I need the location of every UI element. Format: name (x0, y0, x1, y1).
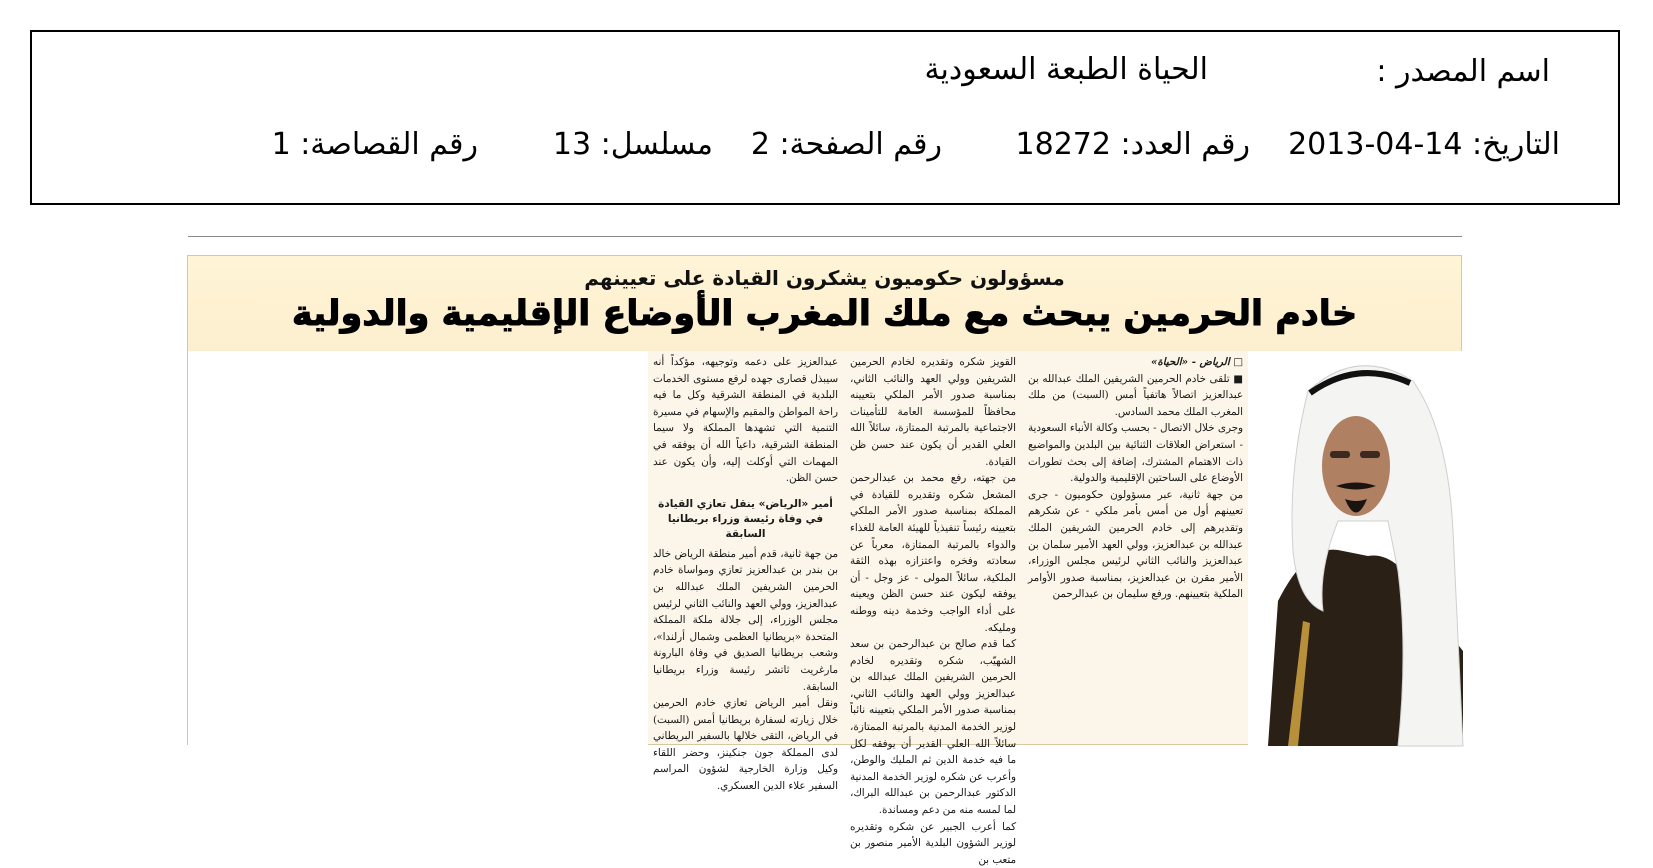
paragraph: ونقل أمير الرياض تعازي خادم الحرمين خلال زيارته لسفارة بريطانيا أمس (السبت) في الرياض، التقى خلالها بالسفير البريطاني لدى المملكة جون جنكينز، وحضر اللقاء وكيل وزارة الخارجية لشؤون المراسم السفير علاء الدين العسكري. (653, 697, 838, 793)
issue-number-field: رقم العدد: 18272 (1015, 127, 1250, 162)
date-field: التاريخ: 14-04-2013 (1288, 127, 1560, 162)
source-value: الحياة الطبعة السعودية (924, 52, 1208, 87)
paragraph: وجرى خلال الاتصال - بحسب وكالة الأنباء السعودية - استعراض العلاقات الثنائية بين البلدين والمواضيع ذات الاهتمام المشترك، إضافة إلى بحث تطورات الأوضاع على الساحتين الإقليمية والدولية. (1028, 422, 1243, 485)
blank-area (188, 351, 648, 746)
article-subheading: أمير «الرياض» ينقل تعازي القيادة في وفاة رئيسة وزراء بريطانيا السابقة (658, 497, 833, 540)
paragraph: من جهته، رفع محمد بن عبدالرحمن المشعل شكره وتقديره للقيادة في المملكة بمناسبة صدور الأمر الملكي بتعيينه رئيساً تنفيذياً للهيئة العامة للغذاء والدواء بالمرتبة الممتازة، معرباً عن سعادته وفخره واعتزازه بهذه الثقة الملكية، سائلاً المولى - عز وجل - أن يوفقه ليكون عند حسن الظن ويعينه على أداء الواجب وخدمة دينه ووطنه ومليكه. (850, 472, 1016, 634)
article-kicker: مسؤولون حكوميون يشكرون القيادة على تعيينهم (584, 266, 1065, 290)
paragraph: من جهة ثانية، عبر مسؤولون حكوميون - جرى تعيينهم أول من أمس بأمر ملكي - عن شكرهم وتقديرهم إلى خادم الحرمين الشريفين الملك عبدالله بن عبدالعزيز، وولي العهد الأمير سلمان بن عبدالعزيز والنائب الثاني لرئيس مجلس الوزراء، الأمير مقرن بن عبدالعزيز، بمناسبة صدور الأوامر الملكية بتعيينهم. ورفع سليمان بن عبدالرحمن (1028, 488, 1243, 601)
article-byline: □ الرياض - «الحياة» (1150, 356, 1243, 368)
paragraph: ■ تلقى خادم الحرمين الشريفين الملك عبدالله بن عبدالعزيز اتصالاً هاتفياً أمس (السبت) من ملك المغرب الملك محمد السادس. (1028, 372, 1243, 418)
headline-band (188, 256, 1461, 351)
paragraph: من جهة ثانية، قدم أمير منطقة الرياض خالد بن بندر بن عبدالعزيز تعازي ومواساة خادم الحرمين الشريفين الملك عبدالله بن عبدالعزيز، وولي العهد والنائب الثاني لرئيس مجلس الوزراء، إلى جلالة ملكة المملكة المتحدة «بريطانيا العظمى وشمال أرلندا»، وشعب بريطانيا الصديق في وفاة البارونة مارغريت ثاتشر رئيسة وزراء بريطانيا السابقة. (653, 547, 838, 693)
portrait-photo (1248, 351, 1463, 746)
paragraph: كما أعرب الجبير عن شكره وتقديره لوزير الشؤون البلدية الأمير منصور بن متعب بن (850, 820, 1016, 866)
article-column-3 (653, 354, 838, 795)
serial-field: مسلسل: 13 (552, 127, 713, 162)
article-column-2 (850, 354, 1016, 868)
clip-number-field: رقم القصاصة: 1 (271, 127, 478, 162)
page-number-field: رقم الصفحة: 2 (750, 127, 942, 162)
paragraph: القويز شكره وتقديره لخادم الحرمين الشريفين وولي العهد والنائب الثاني، بمناسبة صدور الأمر الملكي بتعيينه محافظاً للمؤسسة العامة للتأمينات الاجتماعية بالمرتبة الممتازة، سائلاً الله العلي القدير أن يكون عند حسن ظن القيادة. (850, 356, 1016, 468)
article-headline: خادم الحرمين يبحث مع ملك المغرب الأوضاع الإقليمية والدولية (291, 294, 1358, 334)
source-label: اسم المصدر : (1376, 54, 1550, 89)
clipping-metadata-box (30, 30, 1620, 205)
portrait-illustration (1248, 351, 1463, 746)
paragraph: كما قدم صالح بن عبدالرحمن بن سعد الشهيّب، شكره وتقديره لخادم الحرمين الشريفين الملك عبدالله بن عبدالعزيز وولي العهد والنائب الثاني، بمناسبة صدور الأمر الملكي بتعيينه نائباً لوزير الخدمة المدنية بالمرتبة الممتازة، سائلاً الله العلي القدير أن يوفقه لكل ما فيه خدمة الدين ثم المليك والوطن، وأعرب عن شكره لوزير الخدمة المدنية الدكتور عبدالرحمن بن عبدالله البراك، لما لمسه منه من دعم ومساندة. (850, 638, 1016, 817)
paragraph: عبدالعزيز على دعمه وتوجيهه، مؤكداً أنه سيبذل قصارى جهده لرفع مستوى الخدمات البلدية في المنطقة الشرقية وكل ما فيه راحة المواطن والمقيم والإسهام في مسيرة التنمية التي تشهدها المملكة ولا سيما المنطقة الشرقية، داعياً الله أن يوفقه في المهمات التي أوكلت إليه، وأن يكون عند حسن الظن. (653, 356, 838, 485)
separator-rule (188, 236, 1462, 237)
newspaper-clipping (187, 255, 1462, 866)
article-column-1 (1028, 354, 1243, 603)
